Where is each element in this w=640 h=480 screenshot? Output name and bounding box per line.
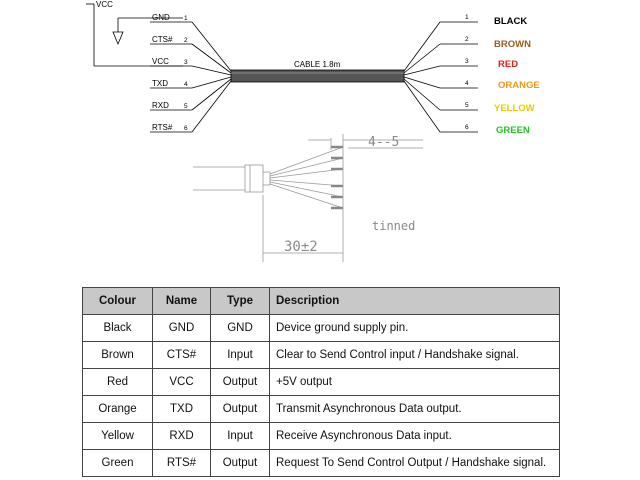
table-row xyxy=(83,315,560,342)
cell-type: Output xyxy=(211,396,270,423)
pin-name-rts: RTS# xyxy=(152,123,173,132)
pinout-table xyxy=(82,287,560,477)
pin-number-4: 4 xyxy=(184,81,188,88)
pin-name-cts: CTS# xyxy=(152,35,173,44)
cell-name: GND xyxy=(153,315,211,342)
pin-number-1: 1 xyxy=(184,15,188,22)
cable-length-label: CABLE 1.8m xyxy=(294,60,341,69)
pin-number-3: 3 xyxy=(184,59,188,66)
table-row xyxy=(83,342,560,369)
cell-description: Transmit Asynchronous Data output. xyxy=(270,396,560,423)
pin-name-gnd: GND xyxy=(152,13,170,22)
cell-colour: Yellow xyxy=(83,423,153,450)
cell-name: CTS# xyxy=(153,342,211,369)
cell-colour: Green xyxy=(83,450,153,477)
cell-type: Output xyxy=(211,369,270,396)
wire-colour-brown: BROWN xyxy=(494,39,531,50)
cell-type: GND xyxy=(211,315,270,342)
header-description: Description xyxy=(270,288,560,315)
total-length-dimension: 30±2 xyxy=(284,239,318,255)
table-row xyxy=(83,396,560,423)
wire-number-4: 4 xyxy=(465,80,469,87)
wire-colour-yellow: YELLOW xyxy=(494,103,535,114)
cell-colour: Black xyxy=(83,315,153,342)
cell-name: VCC xyxy=(153,369,211,396)
header-type: Type xyxy=(211,288,270,315)
cell-description: +5V output xyxy=(270,369,560,396)
wire-colour-black: BLACK xyxy=(494,16,528,27)
table-row xyxy=(83,423,560,450)
pin-name-vcc: VCC xyxy=(152,57,169,66)
table-row xyxy=(83,450,560,477)
pin-number-2: 2 xyxy=(184,37,188,44)
cell-name: RTS# xyxy=(153,450,211,477)
pin-name-txd: TXD xyxy=(152,79,168,88)
cell-type: Output xyxy=(211,450,270,477)
pin-number-6: 6 xyxy=(184,125,188,132)
cell-description: Receive Asynchronous Data input. xyxy=(270,423,560,450)
tinned-label: tinned xyxy=(372,219,416,233)
cell-name: RXD xyxy=(153,423,211,450)
cell-description: Request To Send Control Output / Handshake signal. xyxy=(270,450,560,477)
cell-colour: Brown xyxy=(83,342,153,369)
cell-colour: Red xyxy=(83,369,153,396)
cell-name: TXD xyxy=(153,396,211,423)
wire-number-5: 5 xyxy=(465,102,469,109)
cable-body xyxy=(231,70,404,82)
wire-colour-red: RED xyxy=(498,59,519,70)
wire-number-3: 3 xyxy=(465,58,469,65)
strip-length-dimension: 4--5 xyxy=(368,135,400,150)
header-name: Name xyxy=(153,288,211,315)
pin-name-rxd: RXD xyxy=(152,101,169,110)
table-row xyxy=(83,369,560,396)
wire-colour-orange: ORANGE xyxy=(498,80,540,91)
cell-type: Input xyxy=(211,342,270,369)
table-header-row xyxy=(83,288,560,315)
wire-number-1: 1 xyxy=(465,14,469,21)
wire-number-6: 6 xyxy=(465,124,469,131)
wire-number-2: 2 xyxy=(465,36,469,43)
vcc-supply-label: VCC xyxy=(96,0,113,9)
cell-colour: Orange xyxy=(83,396,153,423)
header-colour: Colour xyxy=(83,288,153,315)
cell-description: Clear to Send Control input / Handshake signal. xyxy=(270,342,560,369)
cell-description: Device ground supply pin. xyxy=(270,315,560,342)
wire-colour-green: GREEN xyxy=(496,125,530,136)
pin-number-5: 5 xyxy=(184,103,188,110)
cell-type: Input xyxy=(211,423,270,450)
